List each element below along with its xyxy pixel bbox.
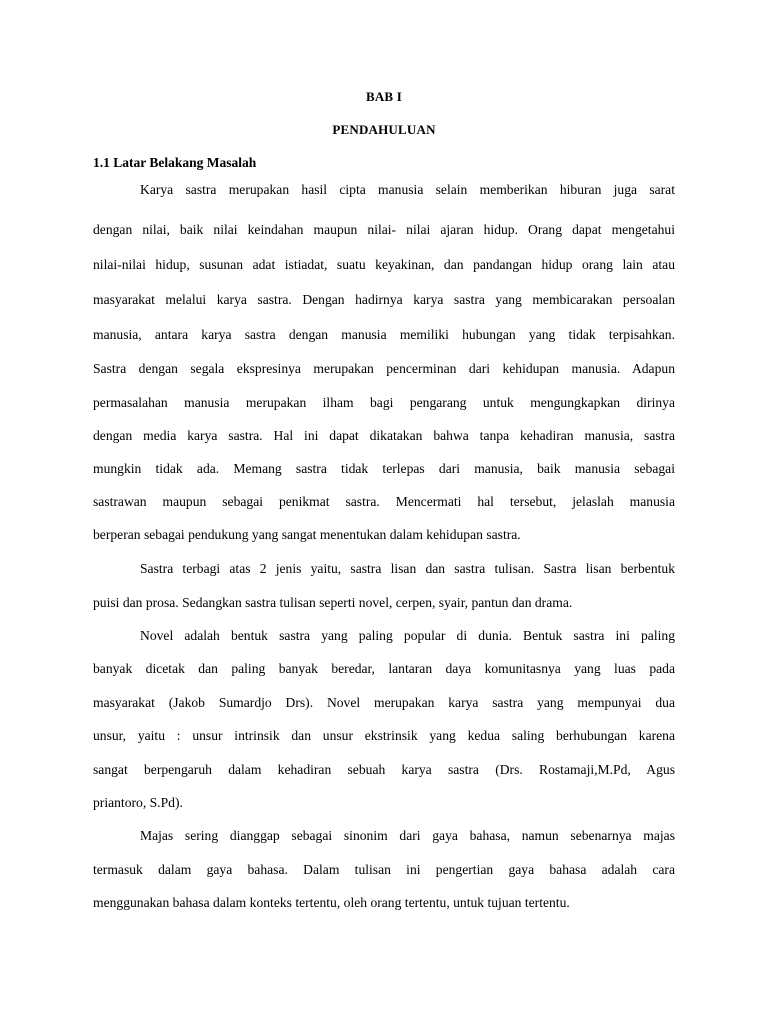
paragraph-line: masyarakat melalui karya sastra. Dengan hadirnya karya sastra yang membicarakan persoalan	[93, 292, 675, 307]
paragraph-line: Sastra dengan segala ekspresinya merupakan pencerminan dari kehidupan manusia. Adapun	[93, 361, 675, 376]
paragraph-line: unsur, yaitu : unsur intrinsik dan unsur ekstrinsik yang kedua saling berhubungan karena	[93, 728, 675, 743]
paragraph-line: puisi dan prosa. Sedangkan sastra tulisan seperti novel, cerpen, syair, pantun dan drama.	[93, 595, 573, 610]
paragraph-line: Majas sering dianggap sebagai sinonim dari gaya bahasa, namun sebenarnya majas	[140, 828, 675, 843]
paragraph-line: nilai-nilai hidup, susunan adat istiadat, suatu keyakinan, dan pandangan hidup orang lain atau	[93, 257, 675, 272]
paragraph-line: menggunakan bahasa dalam konteks tertentu, oleh orang tertentu, untuk tujuan tertentu.	[93, 895, 570, 910]
paragraph-line: banyak dicetak dan paling banyak beredar, lantaran daya komunitasnya yang luas pada	[93, 661, 675, 676]
paragraph-line: mungkin tidak ada. Memang sastra tidak terlepas dari manusia, baik manusia sebagai	[93, 461, 675, 476]
section-heading: 1.1 Latar Belakang Masalah	[93, 155, 257, 170]
paragraph-line: masyarakat (Jakob Sumardjo Drs). Novel merupakan karya sastra yang mempunyai dua	[93, 695, 675, 710]
chapter-number: BAB I	[365, 89, 403, 104]
paragraph-line: berperan sebagai pendukung yang sangat menentukan dalam kehidupan sastra.	[93, 527, 521, 542]
paragraph-line: permasalahan manusia merupakan ilham bagi pengarang untuk mengungkapkan dirinya	[93, 395, 675, 410]
paragraph-line: manusia, antara karya sastra dengan manusia memiliki hubungan yang tidak terpisahkan.	[93, 327, 675, 342]
paragraph-line: sangat berpengaruh dalam kehadiran sebuah karya sastra (Drs. Rostamaji,M.Pd, Agus	[93, 762, 675, 777]
chapter-title: PENDAHULUAN	[332, 122, 436, 137]
paragraph-line: Karya sastra merupakan hasil cipta manusia selain memberikan hiburan juga sarat	[140, 182, 675, 197]
paragraph-line: Novel adalah bentuk sastra yang paling popular di dunia. Bentuk sastra ini paling	[140, 628, 675, 643]
paragraph-line: dengan nilai, baik nilai keindahan maupun nilai- nilai ajaran hidup. Orang dapat mengetahui	[93, 222, 675, 237]
paragraph-line: Sastra terbagi atas 2 jenis yaitu, sastra lisan dan sastra tulisan. Sastra lisan berbentuk	[140, 561, 675, 576]
paragraph-line: sastrawan maupun sebagai penikmat sastra. Mencermati hal tersebut, jelaslah manusia	[93, 494, 675, 509]
paragraph-line: priantoro, S.Pd).	[93, 795, 183, 810]
paragraph-line: dengan media karya sastra. Hal ini dapat dikatakan bahwa tanpa kehadiran manusia, sastra	[93, 428, 675, 443]
paragraph-line: termasuk dalam gaya bahasa. Dalam tulisan ini pengertian gaya bahasa adalah cara	[93, 862, 675, 877]
